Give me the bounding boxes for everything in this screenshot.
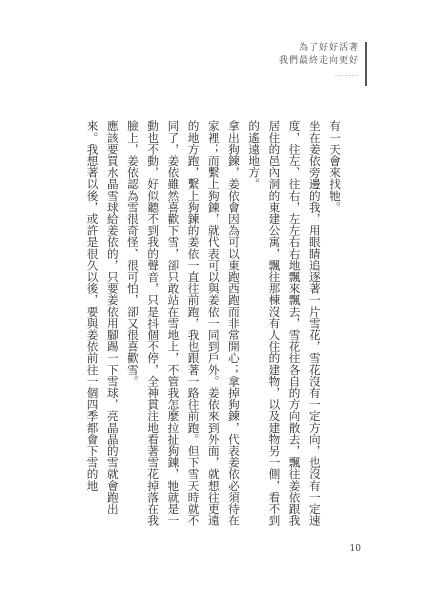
vertical-body-text: [65, 120, 345, 536]
paragraph: 拿出狗鍊，姜依會因為可以東跑西跑而非常開心；拿掉狗鍊，代表姜依必須待在家裡；而繫上狗鍊，就代表可以與姜依一同到戶外。姜依來到外面，就想往更遠的地方跑，繫上狗鍊的姜依一直往前跑，我也跟著一路往前跑。但下雪天時就不同了，姜依雖然喜歡下雪，卻只敢站在雪地上，不管我怎麼拉扯狗鍊，牠就是一動也不動，好似聽不到我的聲音，只是抖個不停，全神貫注地看著雪花掉落在我臉上，姜依認為雪很奇怪、很可怕，卻又很喜歡雪。: [125, 120, 241, 526]
page-number: 10: [349, 544, 361, 554]
paragraph: 應該要買水晶雪球給姜依的，只要姜依用腳踢一下雪球，亮晶晶的雪就會跑出來。我想著以後，或許是很久以後，要與姜依前往一個四季都會下雪的地: [85, 120, 120, 515]
book-title: 為了好好活著: [298, 43, 359, 53]
running-header: [279, 42, 359, 83]
book-subtitle: 我們最終走向更好: [278, 56, 359, 66]
paragraph: 坐在姜依旁邊的我，用眼睛追逐著一片雪花，雪花沒有一定方向，也沒有一定速度，往左、往右，左左右右地飄來飄去，雪花往各自的方向散去，飄往姜依跟我居住的邑內洞的東建公寓，飄往那棟沒有人住的建物，以及建物另一側，看不到的遙遠地方。: [247, 120, 322, 526]
header-divider: [365, 42, 367, 86]
paragraph: 有一天會來找牠。: [328, 120, 342, 213]
header-ornament: ··········: [334, 73, 359, 80]
